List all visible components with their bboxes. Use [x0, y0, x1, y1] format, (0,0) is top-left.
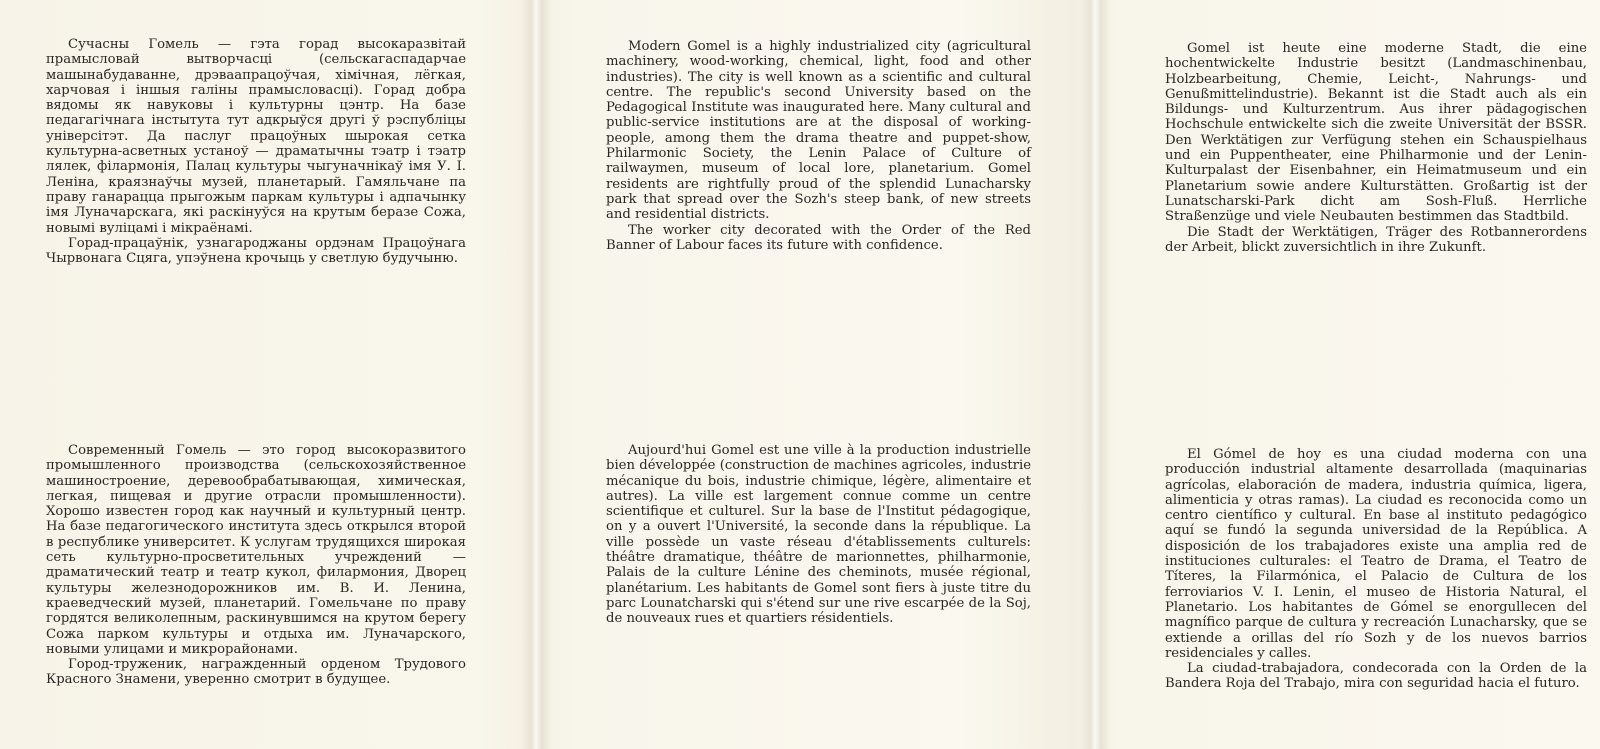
belarusian-text-block — [46, 37, 466, 266]
spanish-paragraph-2: La ciudad-trabajadora, condecorada con la Orden de la Bandera Roja del Trabajo, mira con seguridad hacia el futuro. — [1165, 661, 1587, 692]
fold-crease-left — [521, 0, 551, 749]
french-paragraph-1: Aujourd'hui Gomel est une ville à la production industrielle bien développée (construction de machines agricoles, industrie mécanique du bois, industrie chimique, légère, alimentaire et autres). La ville est largement connue comme un centre scientifique et culturel. Sur la base de l'Institut pédagogique, on y a ouvert l'Université, la seconde dans la république. La ville possède un vaste réseau d'établissements culturels: théâtre dramatique, théâtre de marionnettes, philharmonie, Palais de la culture Lénine des cheminots, musée régional, planétarium. Les habitants de Gomel sont fiers à juste titre du parc Lounatcharski qui s'étend sur une rive escarpée de la Soj, de nouveaux rues et quartiers résidentiels. — [606, 443, 1031, 627]
russian-text-block — [46, 443, 466, 688]
fold-crease-right — [1080, 0, 1110, 749]
english-paragraph-1: Modern Gomel is a highly industrialized city (agricultural machinery, wood-working, chemical, light, food and other industries). The city is well known as a scientific and cultural centre. The republic's second University based on the Pedagogical Institute was inaugurated here. Many cultural and public-service institutions are at the disposal of working-people, among them the drama theatre and puppet-show, Philarmonic Society, the Lenin Palace of Culture of railwaymen, museum of local lore, planetarium. Gomel residents are rightfully proud of the splendid Lunacharsky park that spread over the Sozh's steep bank, of new streets and residential districts. — [606, 39, 1031, 223]
german-paragraph-1: Gomel ist heute eine moderne Stadt, die eine hochentwickelte Industrie besitzt (Landmaschinenbau, Holzbearbeitung, Chemie, Leicht-, Nahrungs- und Genußmittelindustrie). Bekannt ist die Stadt auch als ein Bildungs- und Kulturzentrum. Aus ihrer pädagogischen Hochschule entwickelte sich die zweite Universität der BSSR. Den Werktätigen zur Verfügung stehen ein Schauspielhaus und ein Puppentheater, eine Philharmonie und der Lenin-Kulturpalast der Eisenbahner, ein Heimatmuseum und ein Planetarium sowie andere Kulturstätten. Großartig ist der Lunatscharski-Park dicht am Sosh-Fluß. Herrliche Straßenzüge und viele Neubauten bestimmen das Stadtbild. — [1165, 41, 1587, 225]
german-text-block — [1165, 41, 1587, 255]
russian-paragraph-2: Город-труженик, награжденный орденом Трудового Красного Знамени, уверенно смотрит в будущее. — [46, 657, 466, 688]
french-text-block — [606, 443, 1031, 627]
english-paragraph-2: The worker city decorated with the Order of the Red Banner of Labour faces its future with confidence. — [606, 222, 1031, 253]
russian-paragraph-1: Современный Гомель — это город высокоразвитого промышленного производства (сельскохозяйственное машиностроение, деревообрабатывающая, химическая, легкая, пищевая и другие отрасли промышленности). Хорошо известен город как научный и культурный центр. На базе педагогического института здесь открылся второй в республике университет. К услугам трудящихся широкая сеть культурно-просветительных учреждений — драматический театр и театр кукол, филармония, Дворец культуры железнодорожников им. В. И. Ленина, краеведческий музей, планетарий. Гомельчане по праву гордятся великолепным, раскинувшимся на крутом берегу Сожа парком культуры и отдыха им. Луначарского, новыми улицами и микрорайонами. — [46, 443, 466, 657]
spanish-paragraph-1: El Gómel de hoy es una ciudad moderna con una producción industrial altamente desarrollada (maquinarias agrícolas, elaboración de madera, industria química, ligera, alimenticia y otras ramas). La ciudad es reconocida como un centro científico y cultural. En base al instituto pedagógico aquí se fundó la segunda universidad de la República. A disposición de los trabajadores existe una amplia red de instituciones culturales: el Teatro de Drama, el Teatro de Títeres, la Filarmónica, el Palacio de Cultura de los ferroviarios V. I. Lenin, el museo de Historia Natural, el Planetario. Los habitantes de Gómel se enorgullecen del magnífico parque de cultura y recreación Lunacharsky, que se extiende a orillas del río Sozh y de los nuevos barrios residenciales y calles. — [1165, 447, 1587, 661]
belarusian-paragraph-1: Сучасны Гомель — гэта горад высокаразвітай прамысловай вытворчасці (сельскагаспадарчае машынабудаванне, дрэваапрацоўчая, хімічная, лёгкая, харчовая і іншыя галіны прамысловасці). Горад добра вядомы як навуковы і культурны цэнтр. На базе педагагічнага інстытута тут адкрыўся другі ў рэспубліцы універсітэт. Да паслуг працоўных шырокая сетка культурна-асветных устаноў — драматычны тэатр і тэатр лялек, філармонія, Палац культуры чыгуначнікаў імя У. І. Леніна, краязнаўчы музей, планетарый. Гамяльчане па праву ганарацца прыгожым паркам культуры і адпачынку імя Луначарскага, які раскінуўся на крутым беразе Сожа, новымі вуліцамі і мікраёнамі. — [46, 37, 466, 236]
spanish-text-block — [1165, 447, 1587, 692]
belarusian-paragraph-2: Горад-працаўнік, узнагароджаны ордэнам Працоўнага Чырвонага Сцяга, упэўнена крочыць у светлую будучыню. — [46, 235, 466, 267]
english-text-block — [606, 39, 1031, 253]
german-paragraph-2: Die Stadt der Werktätigen, Träger des Rotbannerordens der Arbeit, blickt zuversichtlich in ihre Zukunft. — [1165, 224, 1587, 255]
